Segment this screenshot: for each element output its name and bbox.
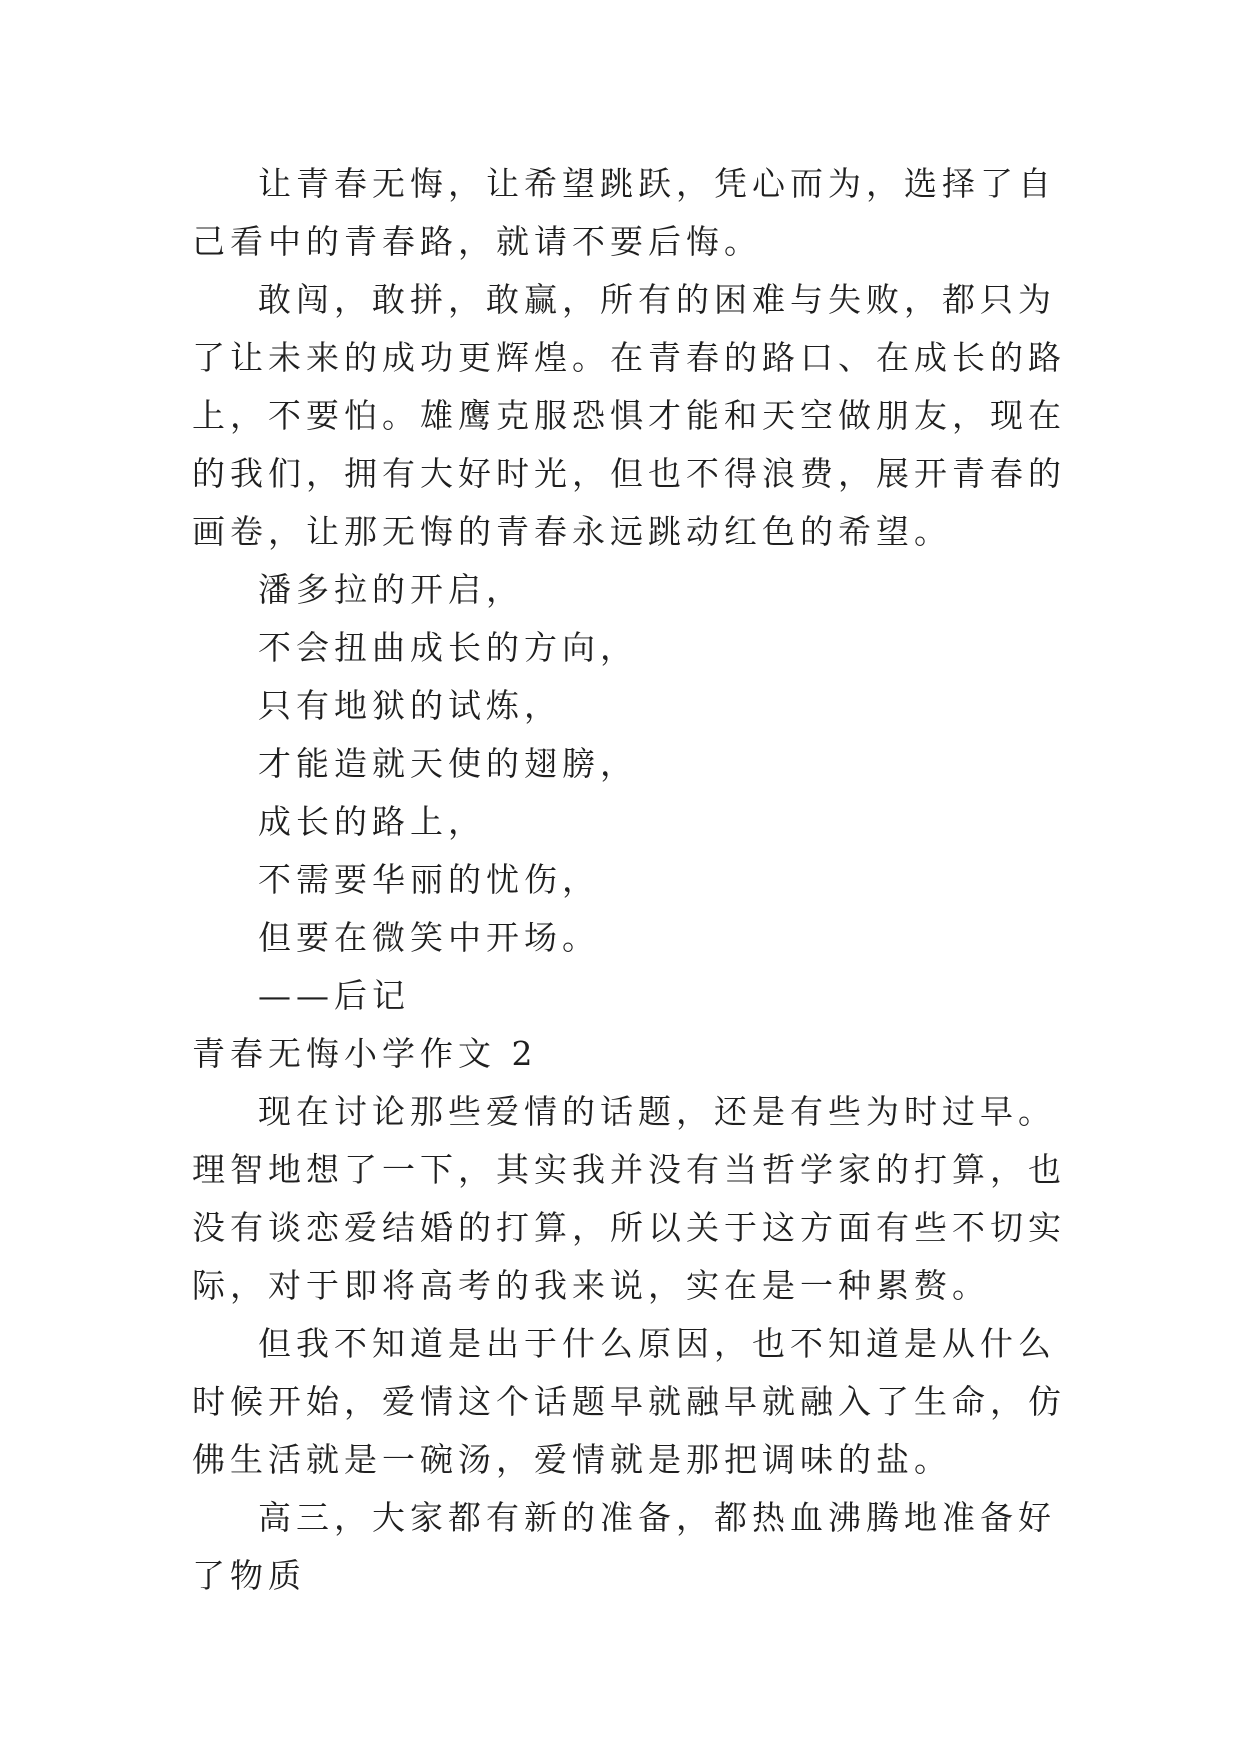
paragraph: 现在讨论那些爱情的话题，还是有些为时过早。理智地想了一下，其实我并没有当哲学家的打算，也没有谈恋爱结婚的打算，所以关于这方面有些不切实际，对于即将高考的我来说，实在是一种累赘。 <box>192 1092 1066 1305</box>
poem-line: 成长的路上， <box>258 802 486 841</box>
paragraph: 让青春无悔，让希望跳跃，凭心而为，选择了自己看中的青春路，就请不要后悔。 <box>192 164 1056 261</box>
document-body <box>192 155 1072 1605</box>
section-title: 青春无悔小学作文 2 <box>192 1034 538 1073</box>
poem-line: 才能造就天使的翅膀， <box>258 744 638 783</box>
poem-line: 不需要华丽的忧伤， <box>258 860 600 899</box>
paragraph: 但我不知道是出于什么原因，也不知道是从什么时候开始，爱情这个话题早就融早就融入了生命，仿佛生活就是一碗汤，爱情就是那把调味的盐。 <box>192 1324 1066 1479</box>
poem-line: 只有地狱的试炼， <box>258 686 562 725</box>
paragraph: 高三，大家都有新的准备，都热血沸腾地准备好了物质 <box>192 1498 1056 1595</box>
paragraph: 敢闯，敢拼，敢赢，所有的困难与失败，都只为了让未来的成功更辉煌。在青春的路口、在成长的路上，不要怕。雄鹰克服恐惧才能和天空做朋友，现在的我们，拥有大好时光，但也不得浪费，展开青春的画卷，让那无悔的青春永远跳动红色的希望。 <box>192 280 1066 551</box>
poem-line: 不会扭曲成长的方向， <box>258 628 638 667</box>
poem-line: 潘多拉的开启， <box>258 570 524 609</box>
poem-afterword: ——后记 <box>258 976 410 1015</box>
poem-line: 但要在微笑中开场。 <box>258 918 600 957</box>
